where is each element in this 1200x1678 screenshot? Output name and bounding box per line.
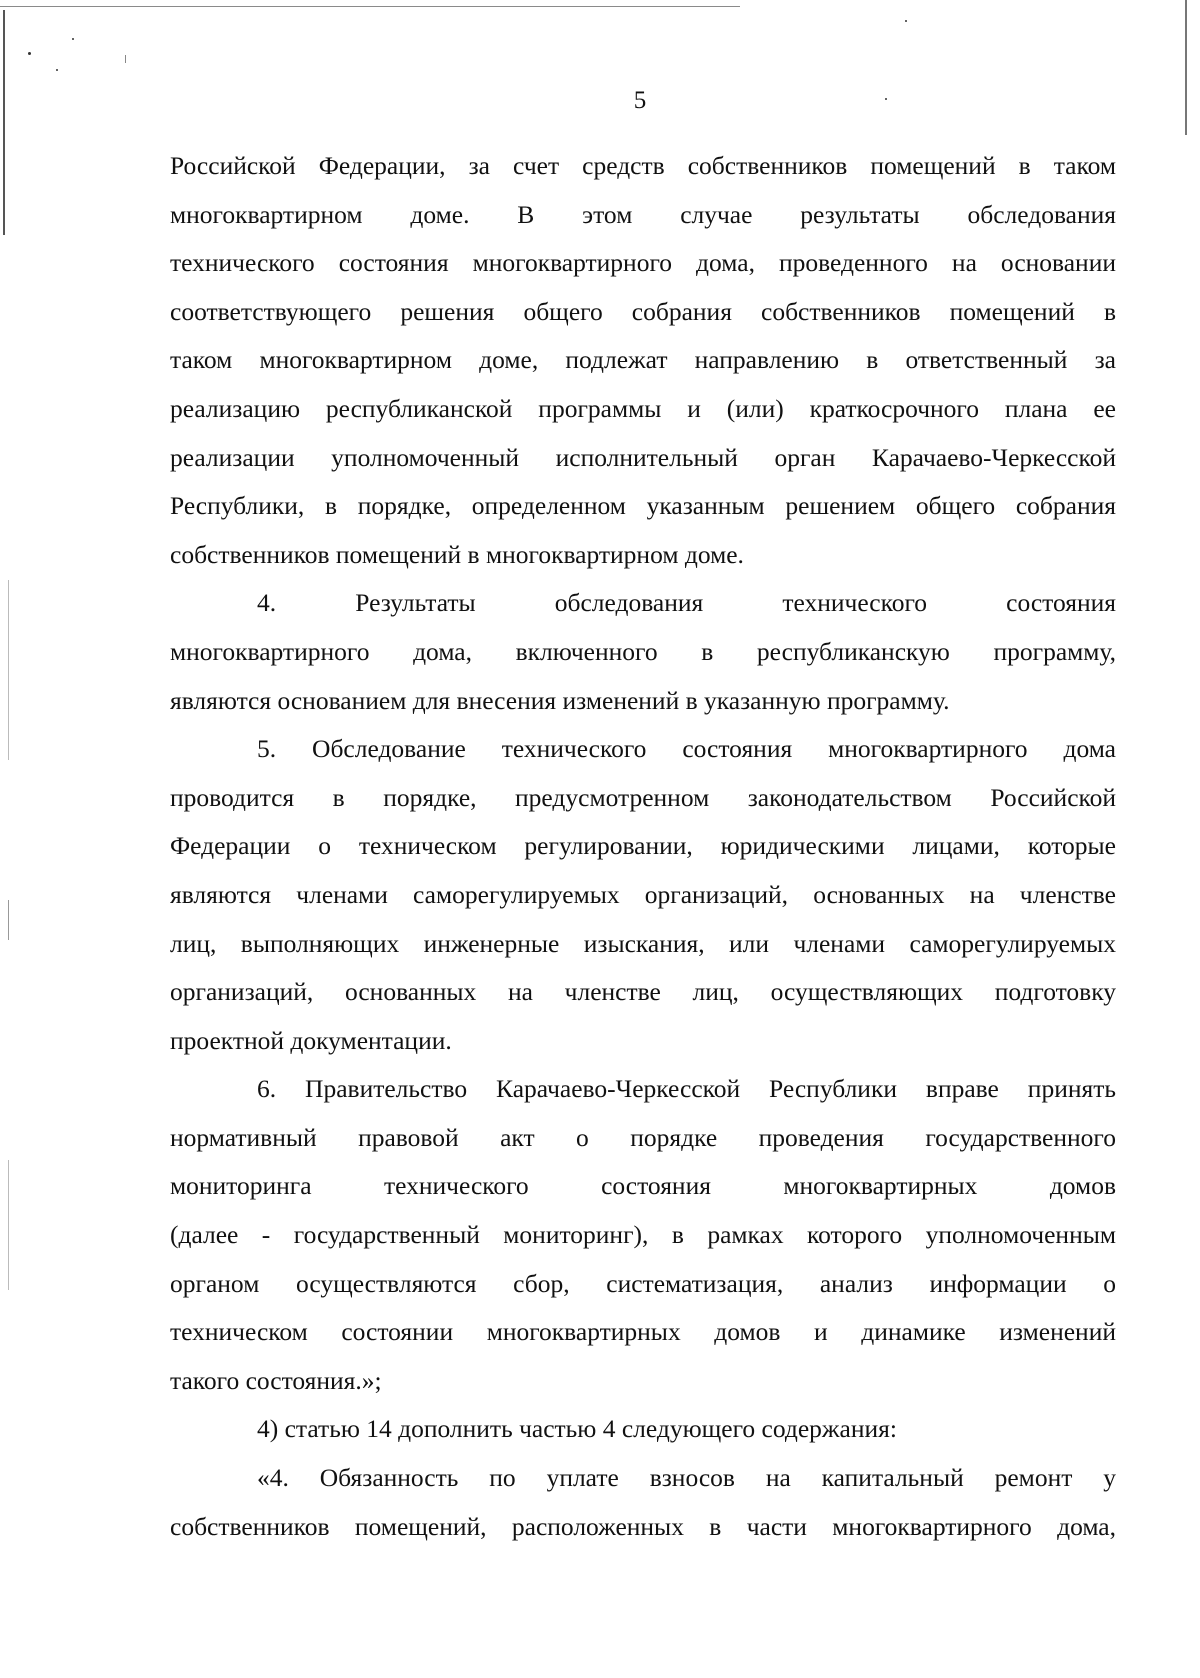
paragraph-start-6: 6. Правительство Карачаево-Черкесской Республики вправе принять [257,1074,1116,1104]
text-line: многоквартирном доме. В этом случае результаты обследования [170,199,1116,229]
text-line: реализации уполномоченный исполнительный орган Карачаево-Черкесской [170,442,1116,472]
text-line: нормативный правовой акт о порядке проведения государственного [170,1122,1116,1152]
text-line: собственников помещений, расположенных в части многоквартирного дома, [170,1511,1116,1541]
text-line: собственников помещений в многоквартирном доме. [170,539,744,569]
text-line: технического состояния многоквартирного дома, проведенного на основании [170,248,1116,278]
text-line: такого состояния.»; [170,1365,382,1395]
amendment-item-4: 4) статью 14 дополнить частью 4 следующего содержания: [257,1414,897,1444]
text-line: Федерации о техническом регулировании, юридическими лицами, которые [170,831,1116,861]
scan-border-left [3,10,5,235]
paragraph-start-4: 4. Результаты обследования технического состояния [257,588,1116,618]
scan-mark [8,1160,9,1290]
text-line: мониторинга технического состояния многоквартирных домов [170,1171,1116,1201]
text-line: лиц, выполняющих инженерные изыскания, или членами саморегулируемых [170,928,1116,958]
scan-border-top [0,6,740,7]
scan-speck [56,69,58,71]
text-line: соответствующего решения общего собрания собственников помещений в [170,296,1116,326]
scan-speck [905,20,907,22]
scan-mark [8,580,9,760]
scan-mark [125,55,126,63]
page-number: 5 [633,87,647,114]
text-line: организаций, основанных на членстве лиц, осуществляющих подготовку [170,977,1116,1007]
text-line: являются основанием для внесения изменений в указанную программу. [170,685,950,715]
text-line: таком многоквартирном доме, подлежат направлению в ответственный за [170,345,1116,375]
quoted-paragraph-start: «4. Обязанность по уплате взносов на капитальный ремонт у [257,1463,1116,1493]
text-line: многоквартирного дома, включенного в республиканскую программу, [170,636,1116,666]
scan-speck [72,38,74,40]
text-line: реализацию республиканской программы и (или) краткосрочного плана ее [170,393,1116,423]
document-body [170,142,1116,1551]
text-line: органом осуществляются сбор, систематизация, анализ информации о [170,1268,1116,1298]
scan-mark [8,900,9,940]
text-line: техническом состоянии многоквартирных домов и динамике изменений [170,1317,1116,1347]
text-line: являются членами саморегулируемых организаций, основанных на членстве [170,879,1116,909]
text-line: Республики, в порядке, определенном указанным решением общего собрания [170,491,1116,521]
scan-speck [28,52,31,55]
text-line: Российской Федерации, за счет средств собственников помещений в таком [170,151,1116,180]
text-line: проводится в порядке, предусмотренном законодательством Российской [170,782,1116,812]
paragraph-start-5: 5. Обследование технического состояния многоквартирного дома [257,734,1116,764]
text-line: проектной документации. [170,1025,452,1055]
text-line: (далее - государственный мониторинг), в рамках которого уполномоченным [170,1220,1116,1250]
